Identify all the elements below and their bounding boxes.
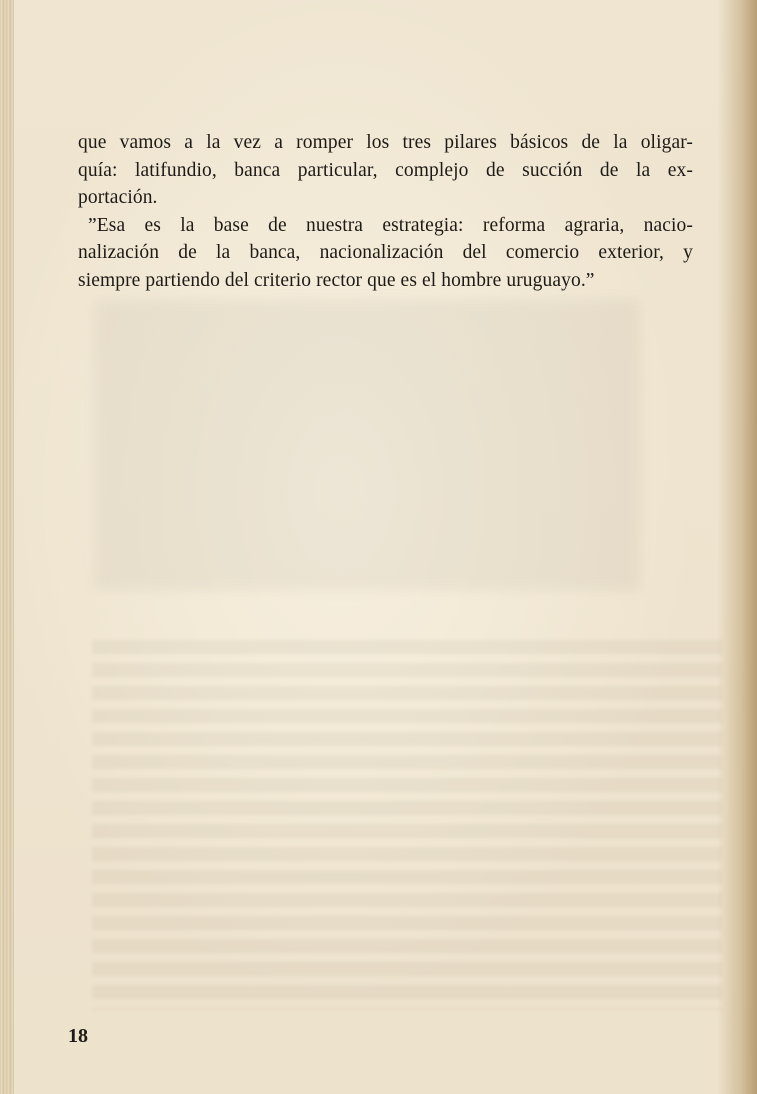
page-number: 18 bbox=[68, 1025, 88, 1047]
text-line: nalización de la banca, nacionalización del comercio exterior, y bbox=[78, 242, 693, 264]
paragraph-2 bbox=[78, 212, 693, 295]
text-line: siempre partiendo del criterio rector que es el hombre uruguayo.” bbox=[78, 269, 595, 291]
page-binding-edge bbox=[0, 0, 14, 1094]
text-line: ”Esa es la base de nuestra estrategia: reforma agraria, nacio- bbox=[88, 214, 693, 236]
page-right-edge bbox=[717, 0, 757, 1094]
text-line: quía: latifundio, banca particular, complejo de succión de la ex- bbox=[78, 159, 693, 181]
bleed-through-image bbox=[95, 300, 640, 590]
text-line: que vamos a la vez a romper los tres pilares básicos de la oligar- bbox=[78, 132, 693, 153]
body-text bbox=[78, 129, 693, 295]
bleed-through-text bbox=[92, 640, 722, 1010]
paragraph-1 bbox=[78, 129, 693, 212]
text-line: portación. bbox=[78, 187, 158, 209]
